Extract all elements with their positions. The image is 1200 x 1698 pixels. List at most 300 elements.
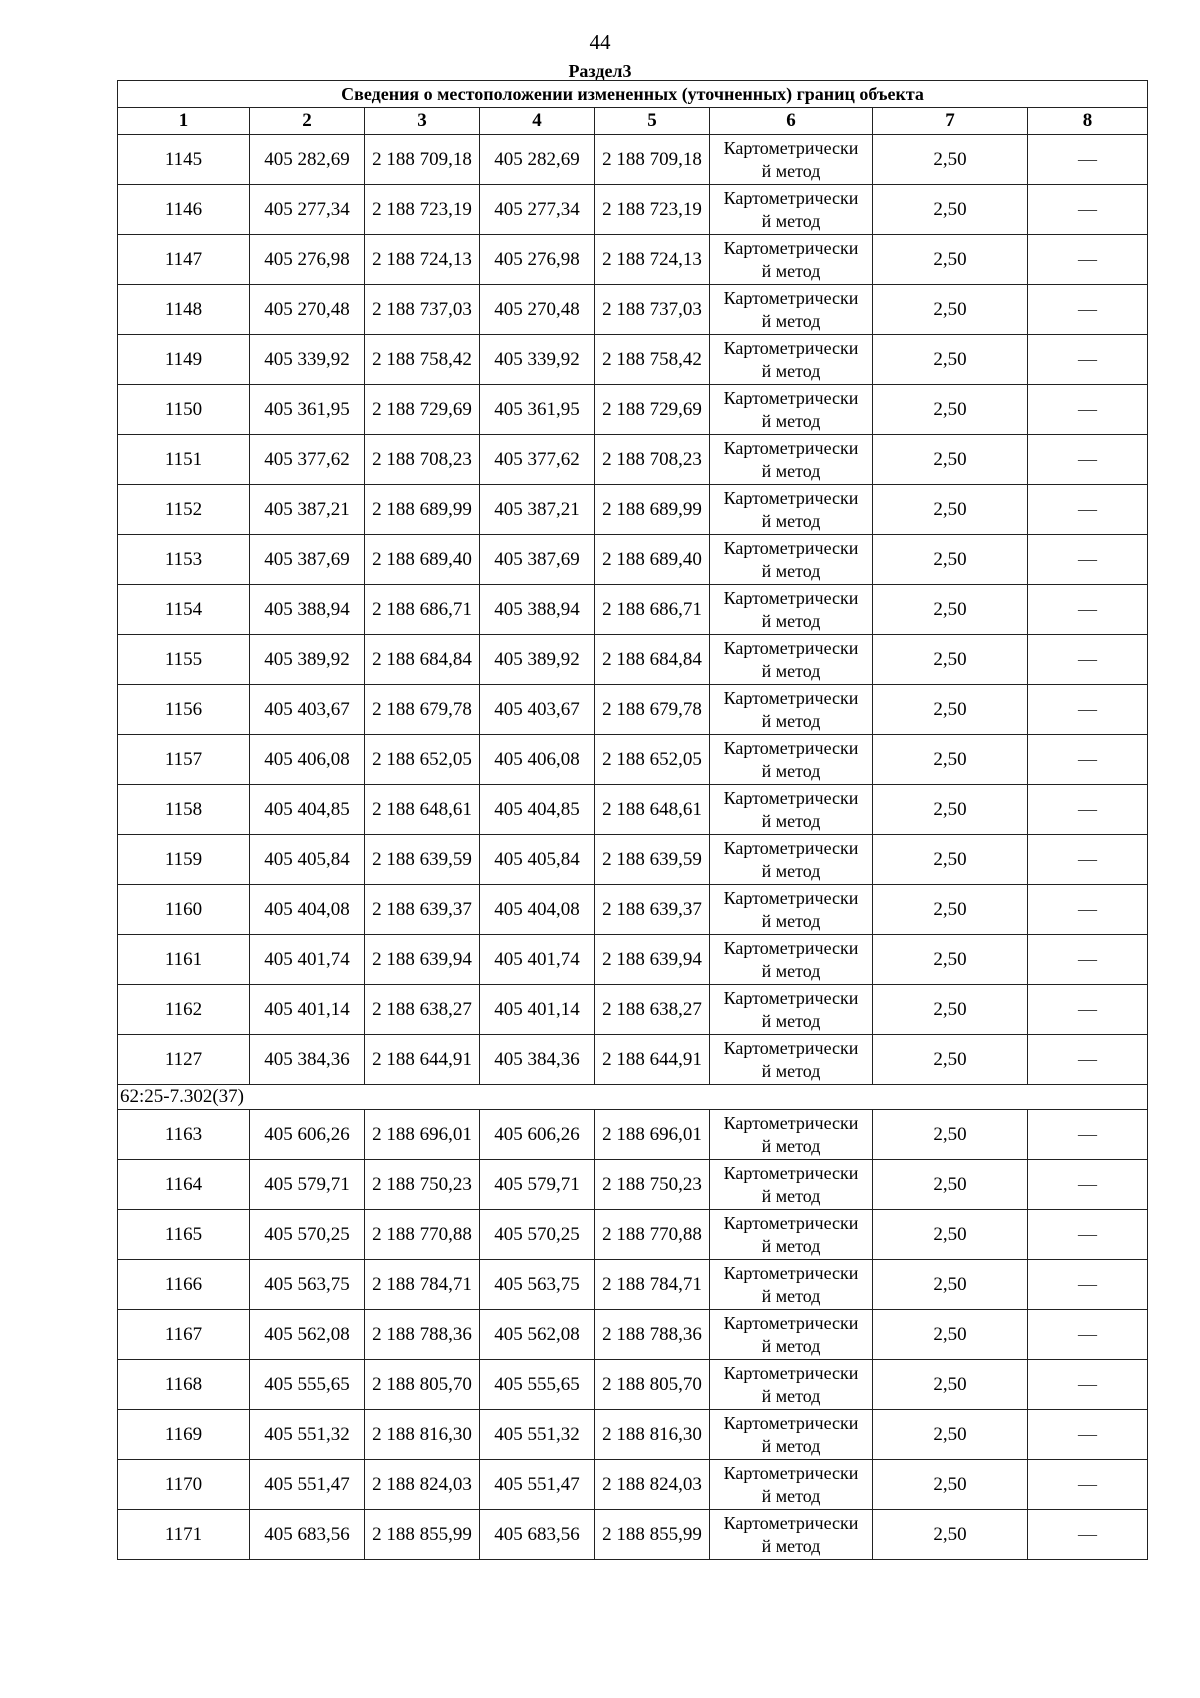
new-x: 405 377,62 [480, 435, 595, 485]
new-y: 2 188 639,94 [595, 935, 710, 985]
new-x: 405 361,95 [480, 385, 595, 435]
table-row [118, 1460, 1148, 1510]
method-text-line: Картометрически [723, 937, 859, 958]
table-row [118, 235, 1148, 285]
accuracy-value: 2,50 [873, 285, 1028, 335]
method-text-line: Картометрически [723, 987, 859, 1008]
accuracy-value: 2,50 [873, 1210, 1028, 1260]
table-row [118, 1410, 1148, 1460]
note-dash: — [1028, 685, 1148, 735]
accuracy-value: 2,50 [873, 385, 1028, 435]
note-dash: — [1028, 485, 1148, 535]
table-row [118, 985, 1148, 1035]
note-dash: — [1028, 885, 1148, 935]
accuracy-value: 2,50 [873, 1110, 1028, 1160]
accuracy-value: 2,50 [873, 1310, 1028, 1360]
accuracy-value: 2,50 [873, 585, 1028, 635]
new-y: 2 188 816,30 [595, 1410, 710, 1460]
existing-x: 405 555,65 [250, 1360, 365, 1410]
method-cell [710, 535, 873, 585]
new-x: 405 401,14 [480, 985, 595, 1035]
new-x: 405 606,26 [480, 1110, 595, 1160]
method-text-line: й метод [761, 410, 821, 431]
existing-x: 405 551,32 [250, 1410, 365, 1460]
method-text-line: й метод [761, 310, 821, 331]
accuracy-value: 2,50 [873, 335, 1028, 385]
existing-y: 2 188 696,01 [365, 1110, 480, 1160]
method-text-line: Картометрически [723, 1112, 859, 1133]
method-cell [710, 735, 873, 785]
method-text-line: Картометрически [723, 187, 859, 208]
method-cell [710, 1160, 873, 1210]
existing-y: 2 188 770,88 [365, 1210, 480, 1260]
existing-x: 405 282,69 [250, 135, 365, 185]
new-x: 405 563,75 [480, 1260, 595, 1310]
method-text-line: Картометрически [723, 337, 859, 358]
point-number: 1149 [118, 335, 250, 385]
method-cell [710, 185, 873, 235]
existing-y: 2 188 805,70 [365, 1360, 480, 1410]
existing-y: 2 188 684,84 [365, 635, 480, 685]
note-dash: — [1028, 635, 1148, 685]
method-text-line: Картометрически [723, 787, 859, 808]
method-cell [710, 1460, 873, 1510]
table-row [118, 935, 1148, 985]
method-cell [710, 285, 873, 335]
point-number: 1164 [118, 1160, 250, 1210]
method-cell [710, 785, 873, 835]
existing-y: 2 188 709,18 [365, 135, 480, 185]
method-text-line: Картометрически [723, 1212, 859, 1233]
group-row [118, 1085, 1148, 1110]
existing-x: 405 339,92 [250, 335, 365, 385]
method-text-line: й метод [761, 360, 821, 381]
new-y: 2 188 652,05 [595, 735, 710, 785]
new-x: 405 403,67 [480, 685, 595, 735]
method-text-line: Картометрически [723, 587, 859, 608]
table-row [118, 885, 1148, 935]
point-number: 1148 [118, 285, 250, 335]
method-text-line: й метод [761, 1285, 821, 1306]
table-row [118, 1210, 1148, 1260]
column-number: 5 [595, 108, 710, 135]
accuracy-value: 2,50 [873, 1160, 1028, 1210]
existing-y: 2 188 689,99 [365, 485, 480, 535]
point-number: 1154 [118, 585, 250, 635]
table-row [118, 385, 1148, 435]
method-text-line: й метод [761, 710, 821, 731]
existing-x: 405 562,08 [250, 1310, 365, 1360]
method-text-line: й метод [761, 510, 821, 531]
accuracy-value: 2,50 [873, 935, 1028, 985]
method-text-line: й метод [761, 1335, 821, 1356]
existing-x: 405 277,34 [250, 185, 365, 235]
table-row [118, 1035, 1148, 1085]
method-text-line: Картометрически [723, 837, 859, 858]
new-x: 405 389,92 [480, 635, 595, 685]
existing-x: 405 361,95 [250, 385, 365, 435]
new-x: 405 270,48 [480, 285, 595, 335]
method-text-line: й метод [761, 1185, 821, 1206]
existing-y: 2 188 784,71 [365, 1260, 480, 1310]
group-label: 62:25-7.302(37) [118, 1085, 1148, 1110]
new-y: 2 188 784,71 [595, 1260, 710, 1310]
method-text-line: й метод [761, 610, 821, 631]
method-text-line: Картометрически [723, 637, 859, 658]
method-text-line: Картометрически [723, 1312, 859, 1333]
new-y: 2 188 737,03 [595, 285, 710, 335]
new-y: 2 188 689,40 [595, 535, 710, 585]
method-text-line: й метод [761, 960, 821, 981]
existing-y: 2 188 750,23 [365, 1160, 480, 1210]
method-cell [710, 1035, 873, 1085]
accuracy-value: 2,50 [873, 1460, 1028, 1510]
new-y: 2 188 686,71 [595, 585, 710, 635]
point-number: 1152 [118, 485, 250, 535]
point-number: 1155 [118, 635, 250, 685]
accuracy-value: 2,50 [873, 435, 1028, 485]
new-x: 405 406,08 [480, 735, 595, 785]
existing-y: 2 188 639,94 [365, 935, 480, 985]
point-number: 1167 [118, 1310, 250, 1360]
new-y: 2 188 644,91 [595, 1035, 710, 1085]
page-number: 44 [589, 30, 611, 54]
method-text-line: Картометрически [723, 1162, 859, 1183]
method-text-line: й метод [761, 1135, 821, 1156]
existing-x: 405 563,75 [250, 1260, 365, 1310]
note-dash: — [1028, 835, 1148, 885]
method-text-line: Картометрически [723, 687, 859, 708]
note-dash: — [1028, 285, 1148, 335]
new-y: 2 188 638,27 [595, 985, 710, 1035]
new-x: 405 384,36 [480, 1035, 595, 1085]
existing-y: 2 188 824,03 [365, 1460, 480, 1510]
existing-x: 405 388,94 [250, 585, 365, 635]
new-y: 2 188 696,01 [595, 1110, 710, 1160]
table-caption: Сведения о местоположении измененных (уточненных) границ объекта [118, 81, 1148, 108]
existing-y: 2 188 652,05 [365, 735, 480, 785]
new-x: 405 401,74 [480, 935, 595, 985]
existing-x: 405 403,67 [250, 685, 365, 735]
new-y: 2 188 708,23 [595, 435, 710, 485]
method-cell [710, 135, 873, 185]
existing-y: 2 188 758,42 [365, 335, 480, 385]
existing-x: 405 270,48 [250, 285, 365, 335]
table-row [118, 635, 1148, 685]
point-number: 1159 [118, 835, 250, 885]
note-dash: — [1028, 1210, 1148, 1260]
existing-y: 2 188 788,36 [365, 1310, 480, 1360]
method-text-line: й метод [761, 1010, 821, 1031]
new-x: 405 387,69 [480, 535, 595, 585]
existing-x: 405 405,84 [250, 835, 365, 885]
new-y: 2 188 684,84 [595, 635, 710, 685]
accuracy-value: 2,50 [873, 985, 1028, 1035]
table-row [118, 1510, 1148, 1560]
column-number: 4 [480, 108, 595, 135]
method-text-line: Картометрически [723, 237, 859, 258]
new-y: 2 188 805,70 [595, 1360, 710, 1410]
method-text-line: Картометрически [723, 1462, 859, 1483]
point-number: 1156 [118, 685, 250, 735]
column-number: 3 [365, 108, 480, 135]
new-x: 405 562,08 [480, 1310, 595, 1360]
method-text-line: Картометрически [723, 887, 859, 908]
note-dash: — [1028, 735, 1148, 785]
method-cell [710, 685, 873, 735]
method-text-line: й метод [761, 210, 821, 231]
new-x: 405 579,71 [480, 1160, 595, 1210]
accuracy-value: 2,50 [873, 835, 1028, 885]
accuracy-value: 2,50 [873, 1510, 1028, 1560]
method-text-line: й метод [761, 260, 821, 281]
note-dash: — [1028, 1460, 1148, 1510]
method-text-line: Картометрически [723, 1037, 859, 1058]
existing-y: 2 188 648,61 [365, 785, 480, 835]
point-number: 1145 [118, 135, 250, 185]
note-dash: — [1028, 1310, 1148, 1360]
method-cell [710, 335, 873, 385]
existing-y: 2 188 816,30 [365, 1410, 480, 1460]
accuracy-value: 2,50 [873, 535, 1028, 585]
existing-x: 405 683,56 [250, 1510, 365, 1560]
existing-y: 2 188 729,69 [365, 385, 480, 435]
existing-y: 2 188 679,78 [365, 685, 480, 735]
note-dash: — [1028, 785, 1148, 835]
table-row [118, 1360, 1148, 1410]
existing-y: 2 188 708,23 [365, 435, 480, 485]
new-y: 2 188 855,99 [595, 1510, 710, 1560]
method-text-line: й метод [761, 1435, 821, 1456]
note-dash: — [1028, 935, 1148, 985]
new-x: 405 282,69 [480, 135, 595, 185]
note-dash: — [1028, 1160, 1148, 1210]
method-text-line: Картометрически [723, 1412, 859, 1433]
note-dash: — [1028, 435, 1148, 485]
existing-y: 2 188 638,27 [365, 985, 480, 1035]
existing-x: 405 387,21 [250, 485, 365, 535]
table-row [118, 585, 1148, 635]
method-text-line: Картометрически [723, 1512, 859, 1533]
boundary-coordinates-table [117, 80, 1148, 1560]
note-dash: — [1028, 235, 1148, 285]
new-y: 2 188 758,42 [595, 335, 710, 385]
method-text-line: й метод [761, 660, 821, 681]
new-x: 405 683,56 [480, 1510, 595, 1560]
method-text-line: й метод [761, 1535, 821, 1556]
existing-x: 405 579,71 [250, 1160, 365, 1210]
method-cell [710, 385, 873, 435]
accuracy-value: 2,50 [873, 685, 1028, 735]
note-dash: — [1028, 1035, 1148, 1085]
note-dash: — [1028, 185, 1148, 235]
new-y: 2 188 639,37 [595, 885, 710, 935]
method-cell [710, 485, 873, 535]
point-number: 1171 [118, 1510, 250, 1560]
point-number: 1169 [118, 1410, 250, 1460]
point-number: 1165 [118, 1210, 250, 1260]
accuracy-value: 2,50 [873, 485, 1028, 535]
new-y: 2 188 639,59 [595, 835, 710, 885]
existing-x: 405 401,74 [250, 935, 365, 985]
existing-x: 405 276,98 [250, 235, 365, 285]
new-y: 2 188 729,69 [595, 385, 710, 435]
method-cell [710, 435, 873, 485]
note-dash: — [1028, 385, 1148, 435]
table-row [118, 785, 1148, 835]
note-dash: — [1028, 135, 1148, 185]
method-cell [710, 1410, 873, 1460]
method-cell [710, 1310, 873, 1360]
accuracy-value: 2,50 [873, 735, 1028, 785]
note-dash: — [1028, 1110, 1148, 1160]
accuracy-value: 2,50 [873, 1360, 1028, 1410]
accuracy-value: 2,50 [873, 885, 1028, 935]
new-x: 405 387,21 [480, 485, 595, 535]
new-x: 405 551,32 [480, 1410, 595, 1460]
new-y: 2 188 709,18 [595, 135, 710, 185]
existing-x: 405 384,36 [250, 1035, 365, 1085]
method-cell [710, 985, 873, 1035]
point-number: 1150 [118, 385, 250, 435]
method-text-line: й метод [761, 560, 821, 581]
point-number: 1162 [118, 985, 250, 1035]
method-text-line: й метод [761, 1060, 821, 1081]
method-text-line: й метод [761, 460, 821, 481]
method-text-line: Картометрически [723, 287, 859, 308]
table-row [118, 135, 1148, 185]
point-number: 1161 [118, 935, 250, 985]
table-row [118, 735, 1148, 785]
column-number-row [118, 108, 1148, 135]
accuracy-value: 2,50 [873, 785, 1028, 835]
method-cell [710, 1510, 873, 1560]
method-cell [710, 885, 873, 935]
accuracy-value: 2,50 [873, 185, 1028, 235]
note-dash: — [1028, 585, 1148, 635]
existing-x: 405 389,92 [250, 635, 365, 685]
method-text-line: й метод [761, 810, 821, 831]
point-number: 1166 [118, 1260, 250, 1310]
table-row [118, 835, 1148, 885]
accuracy-value: 2,50 [873, 235, 1028, 285]
note-dash: — [1028, 535, 1148, 585]
point-number: 1168 [118, 1360, 250, 1410]
accuracy-value: 2,50 [873, 1410, 1028, 1460]
existing-y: 2 188 855,99 [365, 1510, 480, 1560]
note-dash: — [1028, 1510, 1148, 1560]
column-number: 8 [1028, 108, 1148, 135]
method-text-line: й метод [761, 1485, 821, 1506]
point-number: 1157 [118, 735, 250, 785]
existing-y: 2 188 644,91 [365, 1035, 480, 1085]
new-x: 405 555,65 [480, 1360, 595, 1410]
method-cell [710, 835, 873, 885]
table-row [118, 1110, 1148, 1160]
table-row [118, 285, 1148, 335]
method-cell [710, 935, 873, 985]
table-row [118, 485, 1148, 535]
note-dash: — [1028, 335, 1148, 385]
column-number: 7 [873, 108, 1028, 135]
method-text-line: Картометрически [723, 1262, 859, 1283]
new-x: 405 404,85 [480, 785, 595, 835]
new-y: 2 188 689,99 [595, 485, 710, 535]
existing-x: 405 404,08 [250, 885, 365, 935]
point-number: 1146 [118, 185, 250, 235]
column-number: 6 [710, 108, 873, 135]
existing-x: 405 377,62 [250, 435, 365, 485]
note-dash: — [1028, 985, 1148, 1035]
method-text-line: Картометрически [723, 737, 859, 758]
table-row [118, 335, 1148, 385]
point-number: 1147 [118, 235, 250, 285]
table-row [118, 535, 1148, 585]
existing-y: 2 188 723,19 [365, 185, 480, 235]
method-cell [710, 1110, 873, 1160]
method-cell [710, 585, 873, 635]
method-cell [710, 1210, 873, 1260]
point-number: 1153 [118, 535, 250, 585]
new-x: 405 570,25 [480, 1210, 595, 1260]
accuracy-value: 2,50 [873, 635, 1028, 685]
new-y: 2 188 648,61 [595, 785, 710, 835]
existing-x: 405 387,69 [250, 535, 365, 585]
accuracy-value: 2,50 [873, 1035, 1028, 1085]
new-x: 405 404,08 [480, 885, 595, 935]
new-y: 2 188 750,23 [595, 1160, 710, 1210]
method-text-line: й метод [761, 1385, 821, 1406]
method-text-line: й метод [761, 1235, 821, 1256]
table-row [118, 685, 1148, 735]
method-text-line: й метод [761, 860, 821, 881]
existing-x: 405 570,25 [250, 1210, 365, 1260]
point-number: 1170 [118, 1460, 250, 1510]
point-number: 1160 [118, 885, 250, 935]
method-text-line: й метод [761, 160, 821, 181]
accuracy-value: 2,50 [873, 135, 1028, 185]
column-number: 2 [250, 108, 365, 135]
method-cell [710, 1260, 873, 1310]
point-number: 1127 [118, 1035, 250, 1085]
existing-y: 2 188 639,59 [365, 835, 480, 885]
new-y: 2 188 723,19 [595, 185, 710, 235]
existing-y: 2 188 724,13 [365, 235, 480, 285]
existing-x: 405 401,14 [250, 985, 365, 1035]
point-number: 1158 [118, 785, 250, 835]
method-text-line: Картометрически [723, 1362, 859, 1383]
new-y: 2 188 724,13 [595, 235, 710, 285]
column-number: 1 [118, 108, 250, 135]
new-y: 2 188 824,03 [595, 1460, 710, 1510]
table-row [118, 1160, 1148, 1210]
point-number: 1163 [118, 1110, 250, 1160]
method-text-line: Картометрически [723, 437, 859, 458]
new-x: 405 339,92 [480, 335, 595, 385]
existing-x: 405 406,08 [250, 735, 365, 785]
table-row [118, 435, 1148, 485]
method-text-line: Картометрически [723, 487, 859, 508]
existing-y: 2 188 639,37 [365, 885, 480, 935]
new-x: 405 551,47 [480, 1460, 595, 1510]
method-cell [710, 235, 873, 285]
existing-x: 405 551,47 [250, 1460, 365, 1510]
existing-y: 2 188 689,40 [365, 535, 480, 585]
existing-x: 405 606,26 [250, 1110, 365, 1160]
method-text-line: Картометрически [723, 537, 859, 558]
section-title: Раздел3 [568, 61, 632, 81]
point-number: 1151 [118, 435, 250, 485]
